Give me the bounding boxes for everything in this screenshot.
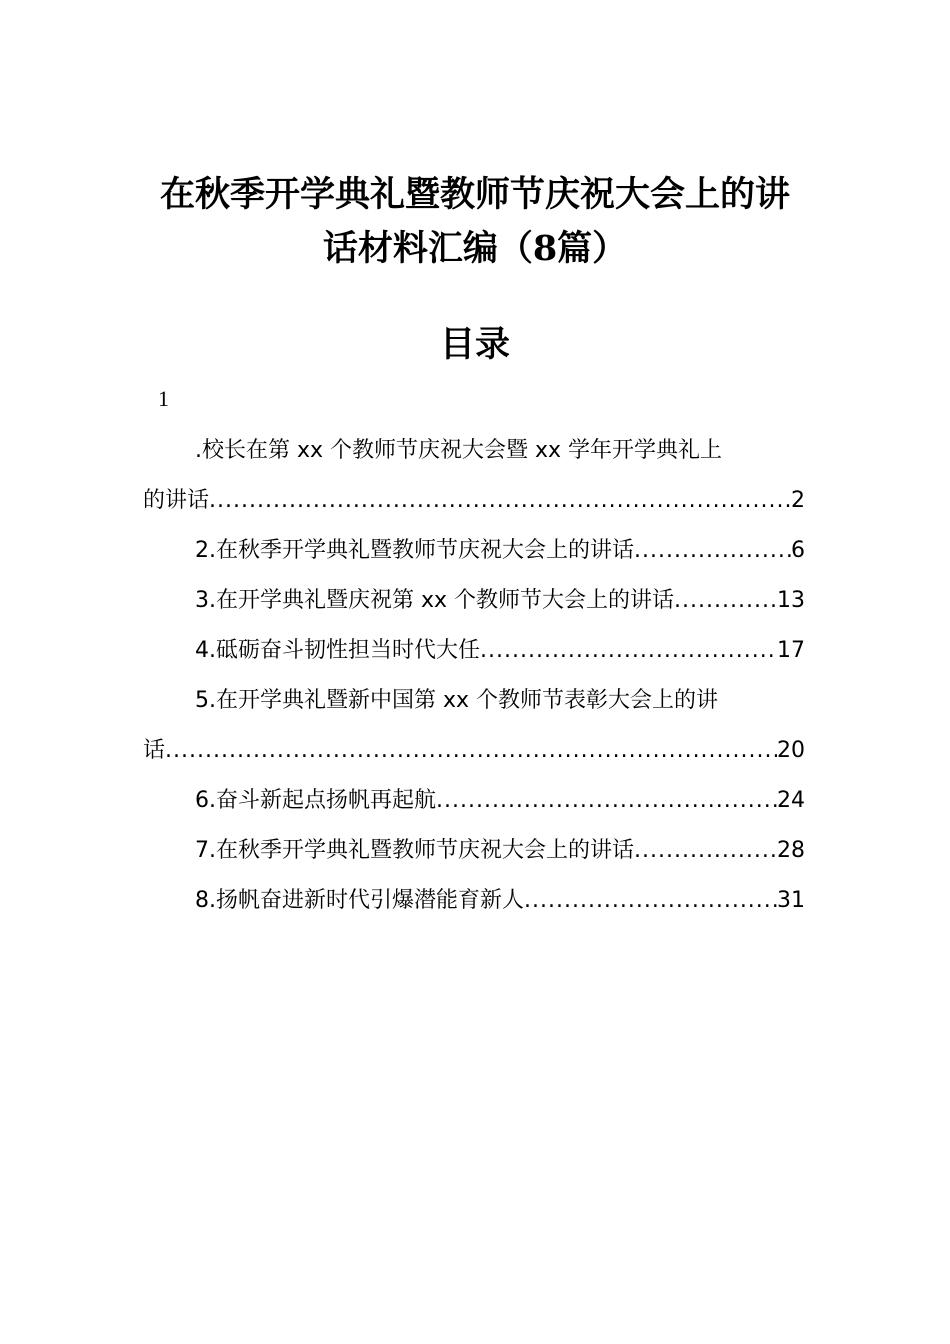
toc-entry-4[interactable] [143, 626, 805, 676]
toc-entry-label: 2.在秋季开学典礼暨教师节庆祝大会上的讲话 [195, 538, 634, 563]
document-title-line-2: 话材料汇编（8篇） [322, 228, 628, 269]
toc-entry-5-line-1[interactable] [143, 676, 805, 726]
dot-leader [674, 576, 777, 626]
dot-leader [165, 726, 777, 776]
document-title-line-1: 在秋季开学典礼暨教师节庆祝大会上的讲 [159, 174, 790, 215]
toc-entry-6[interactable] [143, 776, 805, 826]
toc-page-number: 24 [777, 788, 805, 813]
dot-leader [634, 826, 777, 876]
toc-entry-label: 4.砥砺奋斗韧性担当时代大任 [195, 638, 480, 663]
toc-page-number: 2 [791, 488, 805, 513]
toc-page-number: 31 [777, 888, 805, 913]
toc-entry-label: 话 [143, 738, 166, 763]
toc-entry-label: 的讲话 [143, 488, 210, 513]
dot-leader [634, 526, 791, 576]
toc-entry-label: 7.在秋季开学典礼暨教师节庆祝大会上的讲话 [195, 838, 634, 863]
dot-leader [480, 626, 777, 676]
toc-entry-label: .校长在第 xx 个教师节庆祝大会暨 xx 学年开学典礼上 [195, 438, 723, 463]
dot-leader [209, 476, 791, 526]
toc-entry-1-line-1[interactable] [143, 426, 805, 476]
toc-entry-5-line-2[interactable] [143, 726, 805, 776]
dot-leader [524, 876, 777, 926]
dot-leader [436, 776, 777, 826]
toc-page-number: 28 [777, 838, 805, 863]
toc-heading: 目录 [439, 324, 510, 365]
toc-entry-1-line-2[interactable] [143, 476, 805, 526]
table-of-contents [143, 426, 805, 926]
toc-entry-label: 8.扬帆奋进新时代引爆潜能育新人 [195, 888, 524, 913]
toc-page-number: 17 [777, 638, 805, 663]
stray-number: 1 [158, 386, 169, 411]
toc-entry-8[interactable] [143, 876, 805, 926]
document-title [140, 168, 810, 276]
toc-entry-2[interactable] [143, 526, 805, 576]
toc-page-number: 20 [777, 738, 805, 763]
toc-entry-label: 5.在开学典礼暨新中国第 xx 个教师节表彰大会上的讲 [195, 688, 719, 713]
toc-entry-7[interactable] [143, 826, 805, 876]
toc-entry-label: 6.奋斗新起点扬帆再起航 [195, 788, 436, 813]
toc-entry-label: 3.在开学典礼暨庆祝第 xx 个教师节大会上的讲话 [195, 588, 675, 613]
toc-page-number: 6 [791, 538, 805, 563]
toc-entry-3[interactable] [143, 576, 805, 626]
toc-page-number: 13 [777, 588, 805, 613]
